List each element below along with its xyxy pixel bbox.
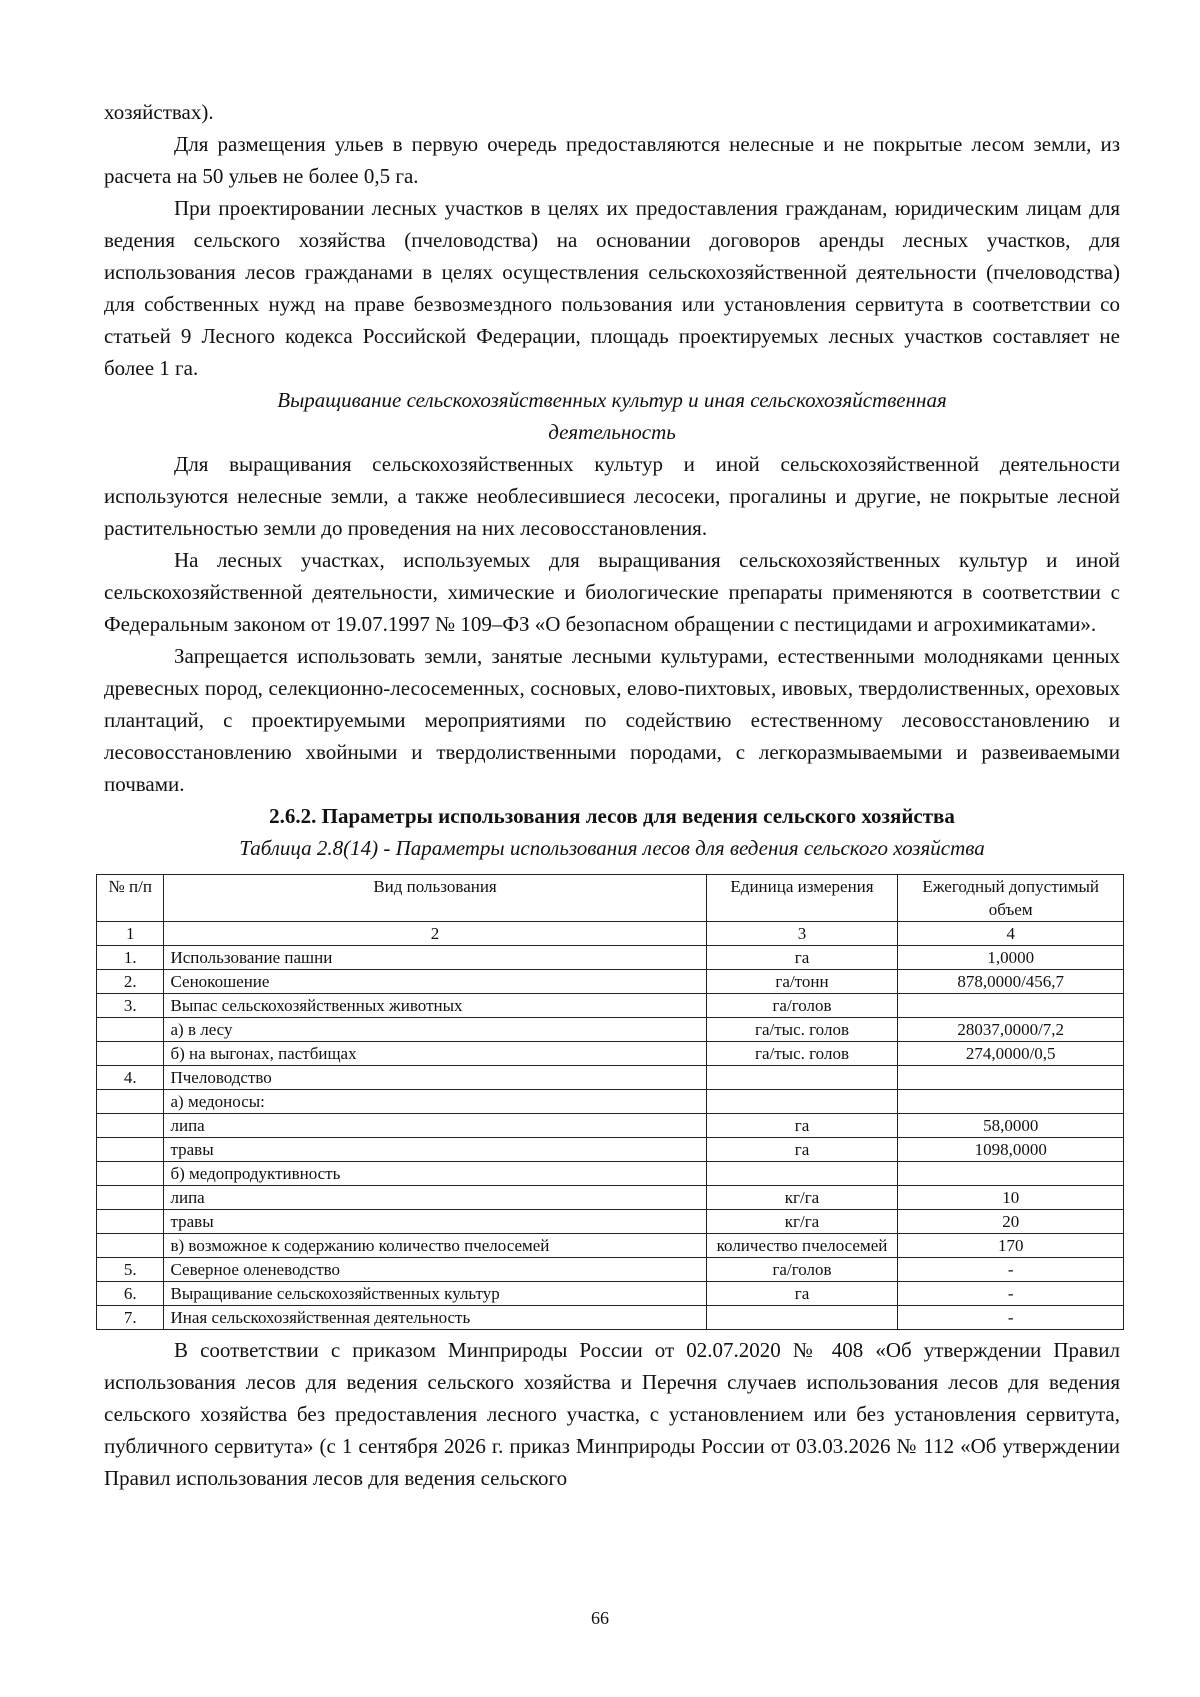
usage-type-cell: липа: [164, 1186, 706, 1210]
row-number-cell: 7.: [97, 1306, 164, 1330]
volume-cell: [898, 1090, 1124, 1114]
unit-cell: га: [706, 1114, 898, 1138]
row-number-cell: [97, 1018, 164, 1042]
paragraph-beekeeping-area: При проектировании лесных участков в целях их предоставления гражданам, юридическим лицам для ведения сельского хозяйства (пчеловодства) на основании договоров аренды лесных участков, для использования лесов гражданами в целях осуществления сельскохозяйственной деятельности (пчеловодства) для собственных нужд на праве безвозмездного пользования или установления сервитута в соответствии со статьей 9 Лесного кодекса Российской Федерации, площадь проектируемых лесных участков составляет не более 1 га.: [104, 196, 1120, 380]
row-number-cell: [97, 1162, 164, 1186]
parameters-table: [96, 874, 1124, 1330]
row-number-cell: 5.: [97, 1258, 164, 1282]
usage-type-cell: Использование пашни: [164, 946, 706, 970]
header-number: № п/п: [97, 875, 164, 922]
volume-cell: 170: [898, 1234, 1124, 1258]
usage-type-cell: Пчеловодство: [164, 1066, 706, 1090]
row-number-cell: 4.: [97, 1066, 164, 1090]
unit-cell: га/тыс. голов: [706, 1042, 898, 1066]
usage-type-cell: Выращивание сельскохозяйственных культур: [164, 1282, 706, 1306]
paragraph-prohibition: Запрещается использовать земли, занятые лесными культурами, естественными молодняками ценных древесных пород, селекционно-лесосеменных, сосновых, елово-пихтовых, ивовых, твердолиственных, ореховых плантаций, с проектируемыми мероприятиями по содействию естественному лесовосстановлению и лесовосстановлению хвойными и твердолиственными породами, с легкоразмываемыми и развеиваемыми почвами.: [104, 644, 1120, 796]
usage-type-cell: б) медопродуктивность: [164, 1162, 706, 1186]
header-usage-type: Вид пользования: [164, 875, 706, 922]
table-body: [97, 946, 1124, 1330]
row-number-cell: [97, 1042, 164, 1066]
subheading-line-1: Выращивание сельскохозяйственных культур и иная сельскохозяйственная: [277, 388, 947, 412]
volume-cell: [898, 1162, 1124, 1186]
paragraph-order-reference: В соответствии с приказом Минприроды России от 02.07.2020 № 408 «Об утверждении Правил использования лесов для ведения сельского хозяйства и Перечня случаев использования лесов для ведения сельского хозяйства без предоставления лесного участка, с установлением или без установления сервитута, публичного сервитута» (с 1 сентября 2026 г. приказ Минприроды России от 03.03.2026 № 112 «Об утверждении Правил использования лесов для ведения сельского: [104, 1338, 1120, 1490]
table-row: [97, 1114, 1124, 1138]
volume-cell: -: [898, 1282, 1124, 1306]
unit-cell: га/голов: [706, 1258, 898, 1282]
usage-type-cell: а) в лесу: [164, 1018, 706, 1042]
table-row: [97, 1090, 1124, 1114]
unit-cell: количество пчелосемей: [706, 1234, 898, 1258]
usage-type-cell: травы: [164, 1138, 706, 1162]
subheading-line-2: деятельность: [548, 420, 676, 444]
table-row: [97, 1066, 1124, 1090]
row-number-cell: [97, 1138, 164, 1162]
table-row: [97, 1234, 1124, 1258]
paragraph-chemicals: На лесных участках, используемых для выращивания сельскохозяйственных культур и иной сельскохозяйственной деятельности, химические и биологические препараты применяются в соответствии с Федеральным законом от 19.07.1997 № 109–ФЗ «О безопасном обращении с пестицидами и агрохимикатами».: [104, 548, 1120, 636]
unit-cell: га/голов: [706, 994, 898, 1018]
table-row: [97, 1162, 1124, 1186]
column-number-cell: 2: [164, 922, 706, 946]
usage-type-cell: липа: [164, 1114, 706, 1138]
row-number-cell: [97, 1114, 164, 1138]
row-number-cell: [97, 1186, 164, 1210]
table-row: [97, 1186, 1124, 1210]
table-row: [97, 946, 1124, 970]
header-unit: Единица измерения: [706, 875, 898, 922]
table-row: [97, 1018, 1124, 1042]
row-number-cell: [97, 1234, 164, 1258]
table-row: [97, 1210, 1124, 1234]
paragraph-crop-lands: Для выращивания сельскохозяйственных культур и иной сельскохозяйственной деятельности используются нелесные земли, а также необлесившиеся лесосеки, прогалины и другие, не покрытые лесной растительностью земли до проведения на них лесовосстановления.: [104, 452, 1120, 540]
table-header-row: [97, 875, 1124, 922]
unit-cell: га: [706, 946, 898, 970]
volume-cell: 28037,0000/7,2: [898, 1018, 1124, 1042]
volume-cell: [898, 1066, 1124, 1090]
volume-cell: 1098,0000: [898, 1138, 1124, 1162]
page-number: 66: [591, 1608, 609, 1628]
volume-cell: 58,0000: [898, 1114, 1124, 1138]
unit-cell: кг/га: [706, 1210, 898, 1234]
unit-cell: га/тонн: [706, 970, 898, 994]
unit-cell: [706, 1306, 898, 1330]
volume-cell: [898, 994, 1124, 1018]
usage-type-cell: а) медоносы:: [164, 1090, 706, 1114]
volume-cell: 20: [898, 1210, 1124, 1234]
volume-cell: 878,0000/456,7: [898, 970, 1124, 994]
volume-cell: 10: [898, 1186, 1124, 1210]
usage-type-cell: Иная сельскохозяйственная деятельность: [164, 1306, 706, 1330]
row-number-cell: [97, 1210, 164, 1234]
table-row: [97, 1282, 1124, 1306]
table-row: [97, 1306, 1124, 1330]
header-annual-volume: Ежегодный допустимый объем: [898, 875, 1124, 922]
unit-cell: [706, 1090, 898, 1114]
row-number-cell: 1.: [97, 946, 164, 970]
usage-type-cell: Северное оленеводство: [164, 1258, 706, 1282]
table-column-numbers-row: [97, 922, 1124, 946]
row-number-cell: 3.: [97, 994, 164, 1018]
unit-cell: [706, 1066, 898, 1090]
document-page: [104, 96, 1120, 1494]
usage-type-cell: б) на выгонах, пастбищах: [164, 1042, 706, 1066]
usage-type-cell: Выпас сельскохозяйственных животных: [164, 994, 706, 1018]
volume-cell: 274,0000/0,5: [898, 1042, 1124, 1066]
table-row: [97, 994, 1124, 1018]
paragraph-hives: Для размещения ульев в первую очередь предоставляются нелесные и не покрытые лесом земли, из расчета на 50 ульев не более 0,5 га.: [104, 132, 1120, 188]
row-number-cell: 2.: [97, 970, 164, 994]
column-number-cell: 3: [706, 922, 898, 946]
section-title: 2.6.2. Параметры использования лесов для ведения сельского хозяйства: [269, 804, 955, 828]
column-number-cell: 1: [97, 922, 164, 946]
unit-cell: га/тыс. голов: [706, 1018, 898, 1042]
usage-type-cell: Сенокошение: [164, 970, 706, 994]
table-caption: Таблица 2.8(14) - Параметры использования лесов для ведения сельского хозяйства: [239, 836, 985, 860]
volume-cell: -: [898, 1258, 1124, 1282]
table-row: [97, 970, 1124, 994]
unit-cell: га: [706, 1138, 898, 1162]
row-number-cell: 6.: [97, 1282, 164, 1306]
column-number-cell: 4: [898, 922, 1124, 946]
paragraph-continuation: хозяйствах).: [104, 100, 214, 124]
table-row: [97, 1042, 1124, 1066]
usage-type-cell: травы: [164, 1210, 706, 1234]
volume-cell: 1,0000: [898, 946, 1124, 970]
usage-type-cell: в) возможное к содержанию количество пчелосемей: [164, 1234, 706, 1258]
unit-cell: [706, 1162, 898, 1186]
unit-cell: га: [706, 1282, 898, 1306]
table-row: [97, 1258, 1124, 1282]
unit-cell: кг/га: [706, 1186, 898, 1210]
volume-cell: -: [898, 1306, 1124, 1330]
row-number-cell: [97, 1090, 164, 1114]
table-row: [97, 1138, 1124, 1162]
